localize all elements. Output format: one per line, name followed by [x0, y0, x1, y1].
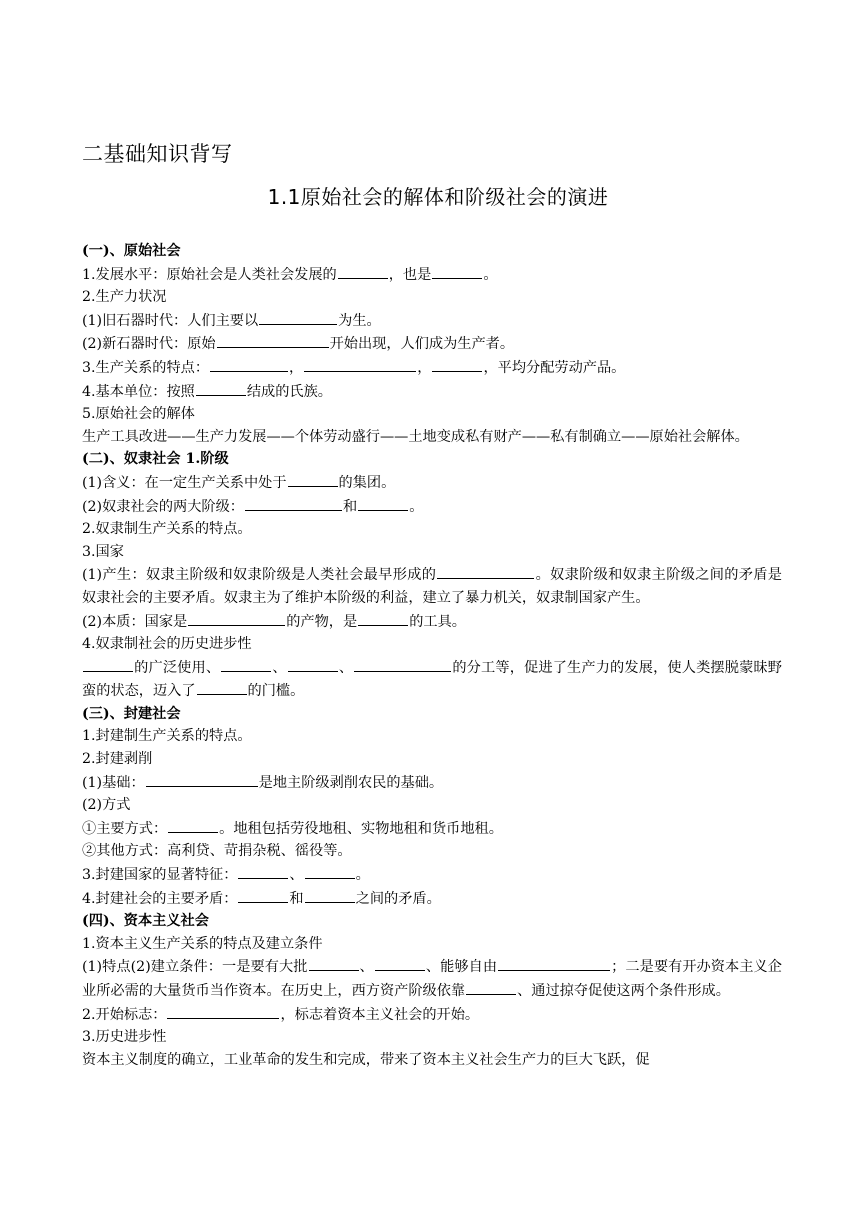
fill-in-blank[interactable]: [432, 263, 482, 279]
text-segment: 资本主义制度的确立，工业革命的发生和完成，带来了资本主义社会生产力的巨大飞跃，促: [82, 1051, 650, 1068]
text-line: [82, 771, 782, 795]
text-segment: 的工具。: [409, 613, 466, 630]
text-line: [82, 426, 782, 449]
text-line: [82, 1003, 782, 1027]
text-line: [82, 541, 782, 564]
text-segment: 2.封建剥削: [82, 751, 153, 768]
text-segment: ，也是: [388, 266, 432, 283]
text-segment: 2.奴隶制生产关系的特点。: [82, 521, 252, 538]
text-segment: 之间的矛盾。: [355, 890, 441, 907]
text-segment: 。地租包括劳役地租、实物地租和货币地租。: [219, 820, 503, 837]
text-line: [82, 309, 782, 333]
text-segment: 的门槛。: [247, 683, 305, 700]
text-segment: 的产物，是: [286, 613, 358, 630]
text-segment: (1)旧石器时代：人们主要以: [82, 312, 259, 329]
text-segment: 是地主阶级剥削农民的基础。: [258, 774, 444, 791]
text-line: [82, 817, 782, 841]
fill-in-blank[interactable]: [238, 887, 288, 903]
text-line: [82, 563, 782, 609]
text-line: [82, 403, 782, 426]
text-segment: 、通过掠夺促使这两个条件形成。: [517, 983, 730, 999]
text-segment: (1)产生：奴隶主阶级和奴隶阶级是人类社会最早形成的: [82, 567, 437, 584]
text-segment: 4.奴隶制社会的历史进步性: [82, 636, 252, 653]
fill-in-blank[interactable]: [309, 955, 359, 971]
text-segment: 4.基本单位：按照: [82, 383, 195, 400]
text-segment: 为生。: [338, 312, 381, 329]
text-segment: 。奴隶阶级和奴隶主阶级之间的矛盾是奴隶社会的主要矛盾。奴隶主为了维护本阶级的利益，建立了暴力机关，奴隶制国家产生。: [82, 567, 782, 606]
text-segment: 的集团。: [338, 474, 396, 491]
text-line: [82, 633, 782, 656]
text-segment: 、: [272, 659, 287, 676]
fill-in-blank[interactable]: [432, 356, 482, 372]
text-line: [82, 933, 782, 956]
document-body: [82, 240, 782, 1071]
text-segment: 的广泛使用、: [134, 659, 221, 676]
fill-in-blank[interactable]: [210, 356, 288, 372]
text-line: [82, 286, 782, 309]
section-subheading: [82, 703, 782, 726]
text-segment: ①主要方式：: [82, 820, 168, 837]
text-segment: (1)基础：: [82, 774, 145, 791]
fill-in-blank[interactable]: [83, 656, 133, 672]
text-segment: 结成的氏族。: [246, 383, 332, 400]
text-line: [82, 656, 782, 703]
text-line: [82, 955, 782, 1002]
text-segment: 1.阶级: [185, 451, 229, 468]
text-segment: ，标志着资本主义社会的开始。: [280, 1006, 480, 1023]
text-line: [82, 725, 782, 748]
text-segment: 和: [289, 890, 304, 907]
text-line: [82, 495, 782, 519]
text-segment: 1.封建制生产关系的特点。: [82, 728, 252, 745]
fill-in-blank[interactable]: [245, 495, 342, 511]
text-line: [82, 518, 782, 541]
text-segment: 5.原始社会的解体: [82, 406, 195, 423]
text-segment: 、: [359, 959, 374, 976]
fill-in-blank[interactable]: [288, 656, 338, 672]
fill-in-blank[interactable]: [217, 332, 329, 348]
text-segment: (二)、奴隶社会: [82, 451, 186, 468]
fill-in-blank[interactable]: [466, 979, 516, 995]
text-line: [82, 1026, 782, 1049]
text-segment: 3.生产关系的特点：: [82, 359, 210, 376]
text-segment: 3.国家: [82, 543, 124, 560]
text-segment: 。: [355, 867, 370, 884]
text-segment: 1.资本主义生产关系的特点及建立条件: [82, 935, 323, 952]
text-segment: (2)方式: [82, 797, 131, 814]
fill-in-blank[interactable]: [354, 656, 451, 672]
fill-in-blank[interactable]: [338, 263, 388, 279]
text-segment: (1)含义：在一定生产关系中处于: [82, 474, 287, 491]
text-segment: 、: [338, 659, 354, 676]
text-segment: (1)特点(2)建立条件：一是要有大批: [82, 959, 308, 976]
text-line: [82, 887, 782, 911]
text-segment: (一)、原始社会: [82, 243, 181, 259]
section-subheading: [82, 448, 782, 471]
text-line: [82, 332, 782, 356]
text-segment: 、能够自由: [425, 959, 498, 976]
text-segment: 和: [342, 498, 358, 515]
text-line: [82, 356, 782, 380]
fill-in-blank[interactable]: [498, 955, 610, 971]
document-title: 1.1原始社会的解体和阶级社会的演进: [267, 185, 609, 209]
fill-in-blank[interactable]: [358, 610, 408, 626]
fill-in-blank[interactable]: [259, 309, 337, 325]
text-line: [82, 1049, 782, 1072]
text-segment: 。: [409, 498, 424, 515]
text-segment: 的分工等，促进了生产力的发展，使人类摆脱蒙昧野蛮的状态，迈入了: [82, 659, 782, 700]
fill-in-blank[interactable]: [197, 679, 247, 695]
fill-in-blank[interactable]: [305, 863, 355, 879]
text-line: [82, 380, 782, 404]
fill-in-blank[interactable]: [437, 563, 534, 579]
fill-in-blank[interactable]: [375, 955, 425, 971]
text-segment: 生产工具改进——生产力发展——个体劳动盛行——土地变成私有财产——私有制确立——原始社会解体。: [82, 428, 749, 445]
text-segment: ；二是要有开办资本主义企业所必需的大量货币当作资本。在历史上，西方资产阶级依靠: [82, 959, 782, 999]
text-line: [82, 748, 782, 771]
text-segment: 开始出现，人们成为生产者。: [329, 336, 515, 353]
fill-in-blank[interactable]: [146, 771, 258, 787]
text-line: [82, 263, 782, 287]
text-line: [82, 610, 782, 634]
text-segment: (2)新石器时代：原始: [82, 336, 216, 353]
fill-in-blank[interactable]: [221, 656, 271, 672]
text-segment: 2.开始标志：: [82, 1006, 167, 1023]
text-segment: (四)、资本主义社会: [82, 913, 209, 930]
text-segment: (三)、封建社会: [82, 705, 181, 722]
section-subheading: [82, 910, 782, 933]
text-segment: (2)奴隶社会的两大阶级：: [82, 498, 244, 515]
text-segment: 2.生产力状况: [82, 289, 167, 306]
fill-in-blank[interactable]: [358, 495, 408, 511]
text-segment: ，平均分配劳动产品。: [483, 359, 626, 376]
text-segment: 3.历史进步性: [82, 1029, 167, 1046]
fill-in-blank[interactable]: [188, 610, 285, 626]
fill-in-blank[interactable]: [168, 817, 218, 833]
fill-in-blank[interactable]: [167, 1003, 279, 1019]
text-segment: ，: [289, 359, 304, 376]
text-segment: 1.发展水平：原始社会是人类社会发展的: [82, 266, 337, 283]
text-segment: 3.封建国家的显著特征：: [82, 867, 238, 884]
text-line: [82, 863, 782, 887]
section-heading: 二基础知识背写: [82, 142, 233, 166]
text-segment: ，: [417, 359, 432, 376]
text-segment: 、: [289, 867, 304, 884]
fill-in-blank[interactable]: [196, 380, 246, 396]
fill-in-blank[interactable]: [304, 356, 416, 372]
fill-in-blank[interactable]: [288, 471, 338, 487]
fill-in-blank[interactable]: [305, 887, 355, 903]
text-segment: 。: [483, 266, 498, 283]
text-segment: 4.封建社会的主要矛盾：: [82, 890, 238, 907]
text-line: [82, 840, 782, 863]
fill-in-blank[interactable]: [238, 863, 288, 879]
text-segment: ②其他方式：高利贷、苛捐杂税、徭役等。: [82, 843, 352, 860]
section-subheading: [82, 240, 782, 263]
text-line: [82, 471, 782, 495]
text-segment: (2)本质：国家是: [82, 613, 188, 630]
text-line: [82, 794, 782, 817]
